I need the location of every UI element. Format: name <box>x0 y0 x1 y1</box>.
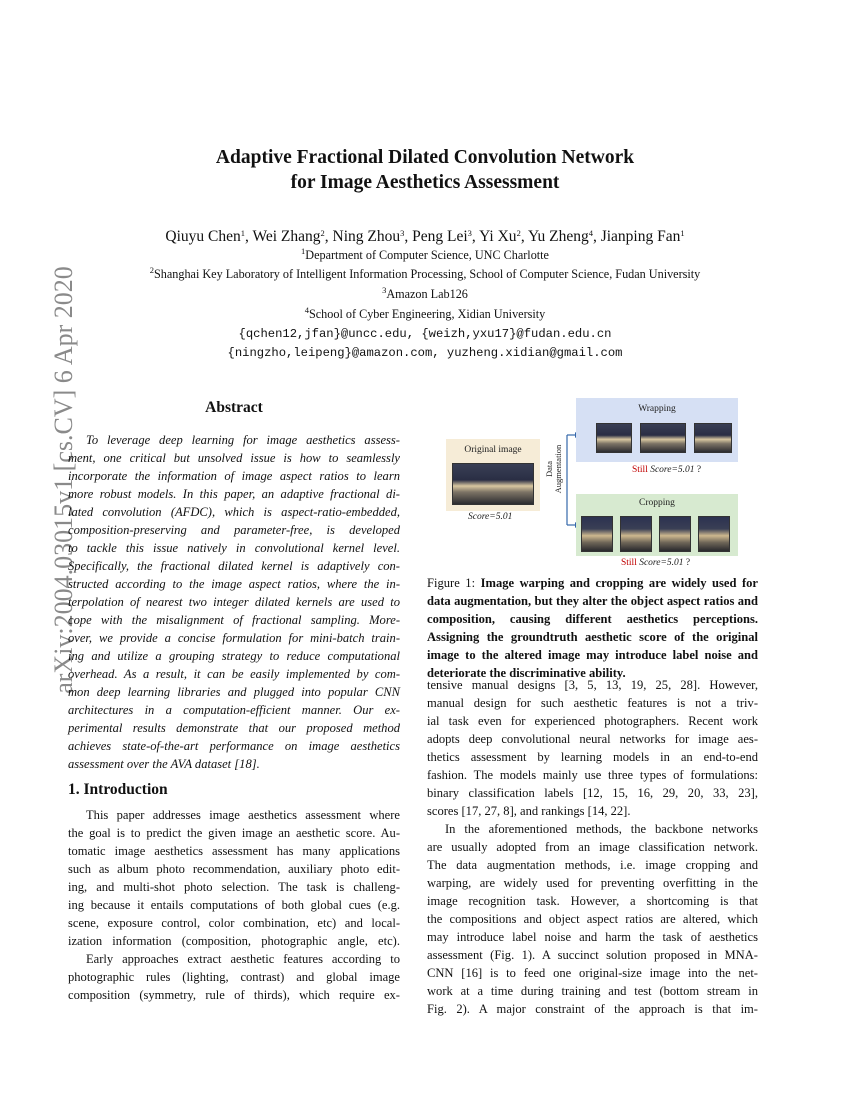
text-line: achieves state-of-the-art performance on image aesthetics <box>68 739 400 753</box>
text-line: In the aforementioned methods, the backbone networks <box>445 822 758 836</box>
right-paragraph-2 <box>427 820 758 1018</box>
text-line: ial task even for experienced photographers. Recent work <box>427 714 758 728</box>
cropped-image-4 <box>698 516 730 552</box>
text-line: This paper addresses image aesthetics assessment where <box>86 808 400 822</box>
cropped-image-2 <box>620 516 652 552</box>
author-name: Yi Xu$^2$ <box>479 228 521 245</box>
author-name: Yu Zheng$^4$ <box>528 228 593 245</box>
wrapping-panel <box>576 398 738 462</box>
text-line: ment, one critical but unsolved issue is how to seamlessly <box>68 451 400 465</box>
text-line: CNN [16] is to feed one original-size image into the net- <box>427 966 758 980</box>
text-line: warping, are widely used for preventing overfitting in the <box>427 876 758 890</box>
right-paragraph-1 <box>427 676 758 820</box>
original-image <box>452 463 534 505</box>
text-line: terpolation of nearest two integer dilated kernels are used to <box>68 595 400 609</box>
text-line: scene, exposure control, color combination, etc) and local- <box>68 916 400 930</box>
text-line: Early approaches extract aesthetic features according to <box>86 952 400 966</box>
text-line: the goal is to predict the given image an aesthetic score. Au- <box>68 826 400 840</box>
text-line: structed according to the image aspect ratios, where the in- <box>68 577 400 591</box>
cropping-panel <box>576 494 738 556</box>
text-line: mon deep learning libraries and plugged into popular CNN <box>68 685 400 699</box>
text-line: ization information (composition, photographic angle, etc). <box>68 934 400 948</box>
author-name: Jianping Fan$^1$ <box>600 228 685 245</box>
text-line: lated convolution (AFDC), which is aspect-ratio-embedded, <box>68 505 400 519</box>
emails-line-2: {ningzho,leipeng}@amazon.com, yuzheng.xidian@gmail.com <box>227 346 623 360</box>
text-line: architectures in a computation-efficient manner. Our ex- <box>68 703 400 717</box>
text-line: binary classification labels [12, 15, 16, 29, 20, 33, 23], <box>427 786 758 800</box>
arxiv-stamp: arXiv:2004.03015v1 [cs.CV] 6 Apr 2020 <box>49 266 78 694</box>
wrapped-image-3 <box>694 423 732 453</box>
text-line: ing because it entails computations of both global cues (e.g. <box>68 898 400 912</box>
author-name: Ning Zhou$^3$ <box>332 228 405 245</box>
text-line: cope with the misalignment of fractional sampling. More- <box>68 613 400 627</box>
original-image-label: Original image <box>464 445 522 455</box>
text-line: The data augmentation methods, i.e. image cropping and <box>427 858 758 872</box>
text-line: tensive manual designs [3, 5, 13, 19, 25, 28]. However, <box>427 678 758 692</box>
abstract-heading: Abstract <box>205 399 263 416</box>
author-name: Wei Zhang$^2$ <box>252 228 325 245</box>
wrapping-label: Wrapping <box>638 404 676 414</box>
text-line: Fig. 2). A major constraint of the approach is that im- <box>427 1002 758 1016</box>
original-score: Score=5.01 <box>468 512 513 522</box>
text-line: assessment (Fig. 1). A succinct solution proposed in MNA- <box>427 948 758 962</box>
text-line: the compositions and object aspect ratios are altered, which <box>427 912 758 926</box>
text-line: more robust models. In this paper, an adaptive fractional di- <box>68 487 400 501</box>
text-line: To leverage deep learning for image aesthetics assess- <box>86 433 400 447</box>
emails-line-1: {qchen12,jfan}@uncc.edu, {weizh,yxu17}@fudan.edu.cn <box>238 327 612 341</box>
cropping-label: Cropping <box>639 498 675 508</box>
affiliation-4: $^4$School of Cyber Engineering, Xidian University <box>304 305 546 321</box>
figure-1-caption: Figure 1: Image warping and cropping are widely used for data augmentation, but they alter the object aspect ratios and composition, causing different aesthetics perceptions. Assigning the groundtruth aesthetic score of the original image to the altered image may introduce label noise and deteriorate the discriminative ability. <box>427 576 759 680</box>
cropped-image-1 <box>581 516 613 552</box>
text-line: image recognition task. However, a shortcoming is that <box>427 894 758 908</box>
intro-paragraph-1 <box>68 806 400 950</box>
text-line: Specifically, the fractional dilated kernel is adaptively con- <box>68 559 400 573</box>
text-line: overhead. As a result, it can be easily implemented by com- <box>68 667 400 681</box>
text-line: tomatic image aesthetics assessment has many applications <box>68 844 400 858</box>
text-line: ing and utilize a grouping strategy to reduce computational <box>68 649 400 663</box>
cropped-image-3 <box>659 516 691 552</box>
text-line: perimental results demonstrate that our proposed method <box>68 721 400 735</box>
wrapping-score: Still Score=5.01 ? <box>632 465 702 475</box>
introduction-heading: 1. Introduction <box>68 781 168 798</box>
text-line: composition-preserving and parameter-free, is developed <box>68 523 400 537</box>
author-list: Qiuyu Chen$^1$, Wei Zhang$^2$, Ning Zhou$^3$, Peng Lei$^3$, Yi Xu$^2$, Yu Zheng$^4$, Jianping Fan$^1$ <box>165 228 685 245</box>
text-line: incorporate the information of image aspect ratios to learn <box>68 469 400 483</box>
author-name: Peng Lei$^3$ <box>412 228 472 245</box>
text-line: photographic rules (lighting, contrast) and global image <box>68 970 400 984</box>
original-image-panel <box>446 439 540 511</box>
text-line: work at a time during training and test (bottom stream in <box>427 984 758 998</box>
text-line: assessment over the AVA dataset [18]. <box>68 757 260 771</box>
paper-title-line-1: Adaptive Fractional Dilated Convolution Network <box>215 147 635 168</box>
paper-title-line-2: for Image Aesthetics Assessment <box>290 172 560 193</box>
text-line: over, we provide a concise formulation for mini-batch train- <box>68 631 400 645</box>
wrapped-image-1 <box>596 423 632 453</box>
text-line: manual design for such aesthetic features is not a triv- <box>427 696 758 710</box>
affiliation-2: $^2$Shanghai Key Laboratory of Intelligent Information Processing, School of Computer Science, Fudan University <box>149 265 701 281</box>
abstract-body <box>68 431 400 773</box>
text-line: adopts deep convolutional neural networks for image aes- <box>427 732 758 746</box>
text-line: may introduce label noise and harm the task of aesthetics <box>427 930 758 944</box>
cropping-score: Still Score=5.01 ? <box>621 558 691 568</box>
author-name: Qiuyu Chen$^1$ <box>165 228 245 245</box>
text-line: thetics assessment by learning models in an end-to-end <box>427 750 758 764</box>
text-line: are usually adopted from an image classification network. <box>427 840 758 854</box>
text-line: fashion. The models mainly use three types of formulations: <box>427 768 758 782</box>
text-line: ing, and multi-shot photo selection. The task is challeng- <box>68 880 400 894</box>
wrapped-image-2 <box>640 423 686 453</box>
text-line: to tackle this issue natively in convolutional kernel level. <box>68 541 400 555</box>
affiliation-3: $^3$Amazon Lab126 <box>382 285 468 301</box>
text-line: scores [17, 27, 8], and rankings [14, 22]. <box>427 804 631 818</box>
text-line: such as album photo recommendation, auxiliary photo edit- <box>68 862 400 876</box>
intro-paragraph-2 <box>68 950 400 1004</box>
figure-1 <box>428 395 758 570</box>
affiliation-1: $^1$Department of Computer Science, UNC Charlotte <box>301 246 549 262</box>
data-augmentation-label: Data Augmentation <box>544 444 563 494</box>
text-line: composition (symmetry, rule of thirds), which require ex- <box>68 988 400 1002</box>
